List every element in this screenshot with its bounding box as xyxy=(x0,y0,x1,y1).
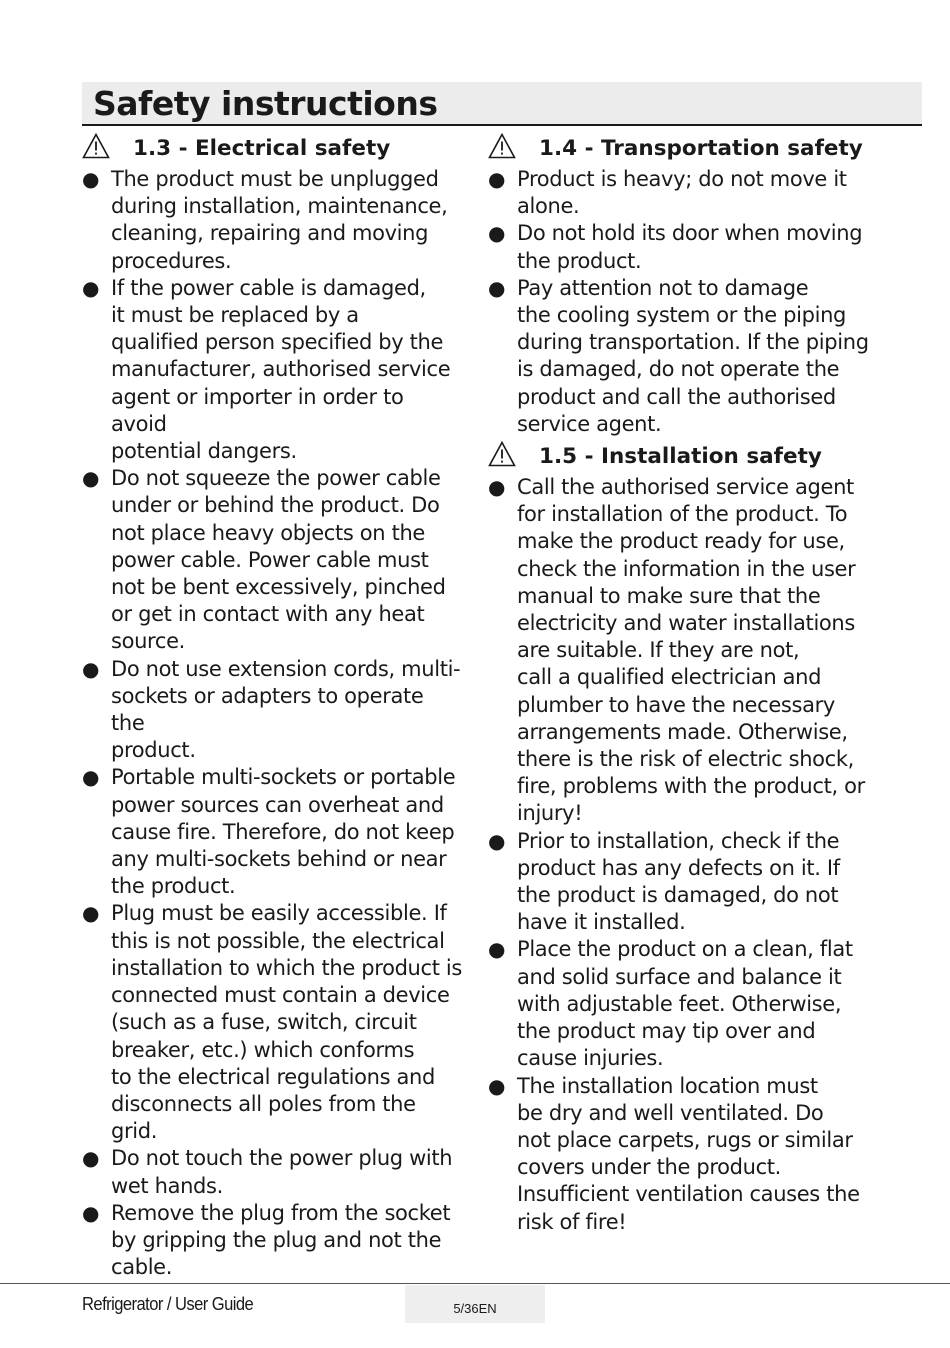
list-item xyxy=(488,275,873,438)
right-column xyxy=(488,132,873,1236)
footer-guide-label: Refrigerator / User Guide xyxy=(82,1294,254,1314)
bullet-icon: ● xyxy=(82,167,100,191)
left-column xyxy=(82,132,462,1281)
list-item-text: Pay attention not to damage the cooling system or the piping during transportation. If the piping is damaged, do not operate the product and call the authorised service agent. xyxy=(517,275,869,436)
warning-triangle-icon xyxy=(82,133,110,159)
bullet-icon: ● xyxy=(488,1073,506,1098)
bullet-icon: ● xyxy=(82,275,100,300)
section-heading-electrical xyxy=(82,132,462,166)
bullet-icon: ● xyxy=(488,167,506,191)
list-item-text: Do not hold its door when moving the product. xyxy=(517,221,863,273)
list-item-text: Product is heavy; do not move it alone. xyxy=(517,167,847,219)
section-heading-text: 1.3 - Electrical safety xyxy=(133,136,391,161)
list-item xyxy=(82,1200,462,1282)
list-item-text: The installation location must be dry and well ventilated. Do not place carpets, rugs or similar covers under the product. Insufficient ventilation causes the risk of fire! xyxy=(517,1073,860,1234)
bullet-icon: ● xyxy=(488,221,506,246)
list-item xyxy=(82,166,462,275)
list-item-text: Do not use extension cords, multi- sockets or adapters to operate the product. xyxy=(111,656,461,763)
list-item xyxy=(82,764,462,900)
bullet-icon: ● xyxy=(488,275,506,300)
bullet-icon: ● xyxy=(488,828,506,853)
page-number: 5/36EN xyxy=(405,1285,545,1323)
page-title-bar xyxy=(82,82,922,126)
list-item-text: The product must be unplugged during installation, maintenance, cleaning, repairing and moving procedures. xyxy=(111,167,448,273)
list-item-text: Portable multi-sockets or portable power sources can overheat and cause fire. Therefore, do not keep any multi-sockets behind or near the product. xyxy=(111,765,456,899)
list-item-text: Do not squeeze the power cable under or behind the product. Do not place heavy objects on the power cable. Power cable must not be bent excessively, pinched or get in contact with any heat source. xyxy=(111,466,446,654)
list-item-text: Prior to installation, check if the product has any defects on it. If the product is damaged, do not have it installed. xyxy=(517,828,840,935)
list-item-text: Remove the plug from the socket by gripping the plug and not the cable. xyxy=(111,1200,451,1280)
list-item-text: Do not touch the power plug with wet hands. xyxy=(111,1146,453,1198)
list-item xyxy=(82,465,462,655)
section-heading-text: 1.4 - Transportation safety xyxy=(539,136,863,161)
electrical-bullet-list xyxy=(82,166,462,1281)
bullet-icon: ● xyxy=(488,937,506,962)
bullet-icon: ● xyxy=(82,656,100,681)
list-item xyxy=(82,1145,462,1199)
section-heading-installation xyxy=(488,440,873,474)
footer-divider xyxy=(0,1283,950,1284)
list-item xyxy=(488,166,873,220)
bullet-icon: ● xyxy=(82,901,100,926)
section-heading-transport xyxy=(488,132,873,166)
page-title: Safety instructions xyxy=(93,84,438,123)
warning-triangle-icon xyxy=(488,133,516,159)
installation-bullet-list xyxy=(488,474,873,1236)
bullet-icon: ● xyxy=(82,765,100,790)
bullet-icon: ● xyxy=(82,1146,100,1171)
warning-triangle-icon xyxy=(488,441,516,467)
list-item xyxy=(488,936,873,1072)
list-item-text: Place the product on a clean, flat and solid surface and balance it with adjustable feet. Otherwise, the product may tip over and cause injuries. xyxy=(517,937,853,1071)
bullet-icon: ● xyxy=(488,475,506,500)
list-item xyxy=(82,900,462,1145)
bullet-icon: ● xyxy=(82,1200,100,1225)
list-item xyxy=(82,656,462,765)
list-item xyxy=(488,220,873,274)
list-item-text: Plug must be easily accessible. If this is not possible, the electrical installation to which the product is connected must contain a device (such as a fuse, switch, circuit breaker, etc.) which conforms to the electrical regulations and disconnects all poles from the grid. xyxy=(111,901,462,1144)
list-item xyxy=(82,275,462,465)
list-item xyxy=(488,1073,873,1236)
list-item xyxy=(488,474,873,828)
bullet-icon: ● xyxy=(82,466,100,491)
list-item-text: Call the authorised service agent for installation of the product. To make the product ready for use, check the information in the user manual to make sure that the electricity and water installations are suitable. If they are not, call a qualified electrician and plumber to have the necessary arrangements made. Otherwise, there is the risk of electric shock, fire, problems with the product, or injury! xyxy=(517,475,865,826)
list-item-text: If the power cable is damaged, it must be replaced by a qualified person specified by the manufacturer, authorised service agent or importer in order to avoid potential dangers. xyxy=(111,275,451,464)
transport-bullet-list xyxy=(488,166,873,438)
section-heading-text: 1.5 - Installation safety xyxy=(539,444,822,470)
list-item xyxy=(488,828,873,937)
